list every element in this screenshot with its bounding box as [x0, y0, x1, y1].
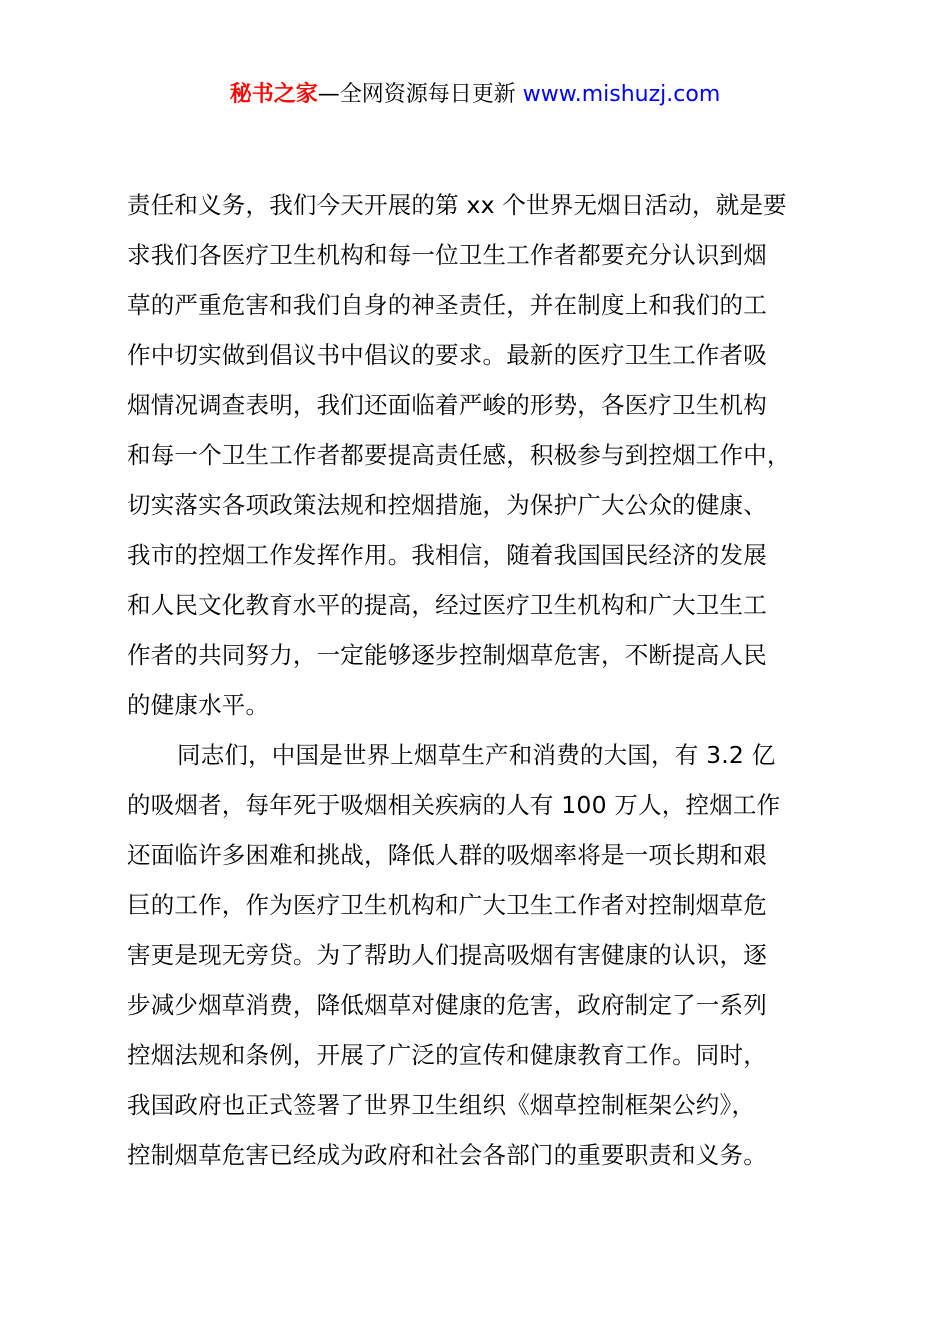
paragraph	[127, 730, 847, 1180]
text-line: 和每一个卫生工作者都要提高责任感，积极参与到控烟工作中，	[127, 441, 791, 469]
text-line: 害更是现无旁贷。为了帮助人们提高吸烟有害健康的认识，逐	[127, 941, 767, 969]
text-line: 作者的共同努力，一定能够逐步控制烟草危害，不断提高人民	[127, 641, 767, 669]
text-line: 和人民文化教育水平的提高，经过医疗卫生机构和广大卫生工	[127, 591, 767, 619]
text-line: 我市的控烟工作发挥作用。我相信，随着我国国民经济的发展	[127, 541, 767, 569]
text-line: 步减少烟草消费，降低烟草对健康的危害，政府制定了一系列	[127, 991, 767, 1019]
text-line: 责任和义务，我们今天开展的第 xx 个世界无烟日活动，就是要	[127, 191, 787, 219]
header-tagline: —全网资源每日更新	[317, 82, 523, 107]
text-line: 还面临许多困难和挑战，降低人群的吸烟率将是一项长期和艰	[127, 841, 767, 869]
text-line: 草的严重危害和我们自身的神圣责任，并在制度上和我们的工	[127, 291, 767, 319]
text-line: 控烟法规和条例，开展了广泛的宣传和健康教育工作。同时，	[127, 1041, 767, 1069]
brand-name: 秘书之家	[229, 82, 318, 107]
site-header	[0, 78, 950, 112]
text-line: 我国政府也正式签署了世界卫生组织《烟草控制框架公约》，	[127, 1091, 756, 1119]
text-line: 的吸烟者，每年死于吸烟相关疾病的人有 100 万人，控烟工作	[127, 791, 781, 819]
document-body	[127, 180, 847, 1180]
text-line: 同志们，中国是世界上烟草生产和消费的大国，有 3.2 亿	[177, 741, 776, 769]
text-line: 作中切实做到倡议书中倡议的要求。最新的医疗卫生工作者吸	[127, 341, 767, 369]
text-line: 烟情况调查表明，我们还面临着严峻的形势，各医疗卫生机构	[127, 391, 767, 419]
text-line: 的健康水平。	[127, 691, 270, 719]
paragraph	[127, 180, 847, 730]
text-line: 求我们各医疗卫生机构和每一位卫生工作者都要充分认识到烟	[127, 241, 767, 269]
text-line: 切实落实各项政策法规和控烟措施，为保护广大公众的健康、	[127, 491, 767, 519]
text-line: 巨的工作，作为医疗卫生机构和广大卫生工作者对控制烟草危	[127, 891, 767, 919]
text-line: 控制烟草危害已经成为政府和社会各部门的重要职责和义务。	[127, 1141, 767, 1169]
site-url-link[interactable]: www.mishuzj.com	[522, 82, 721, 107]
